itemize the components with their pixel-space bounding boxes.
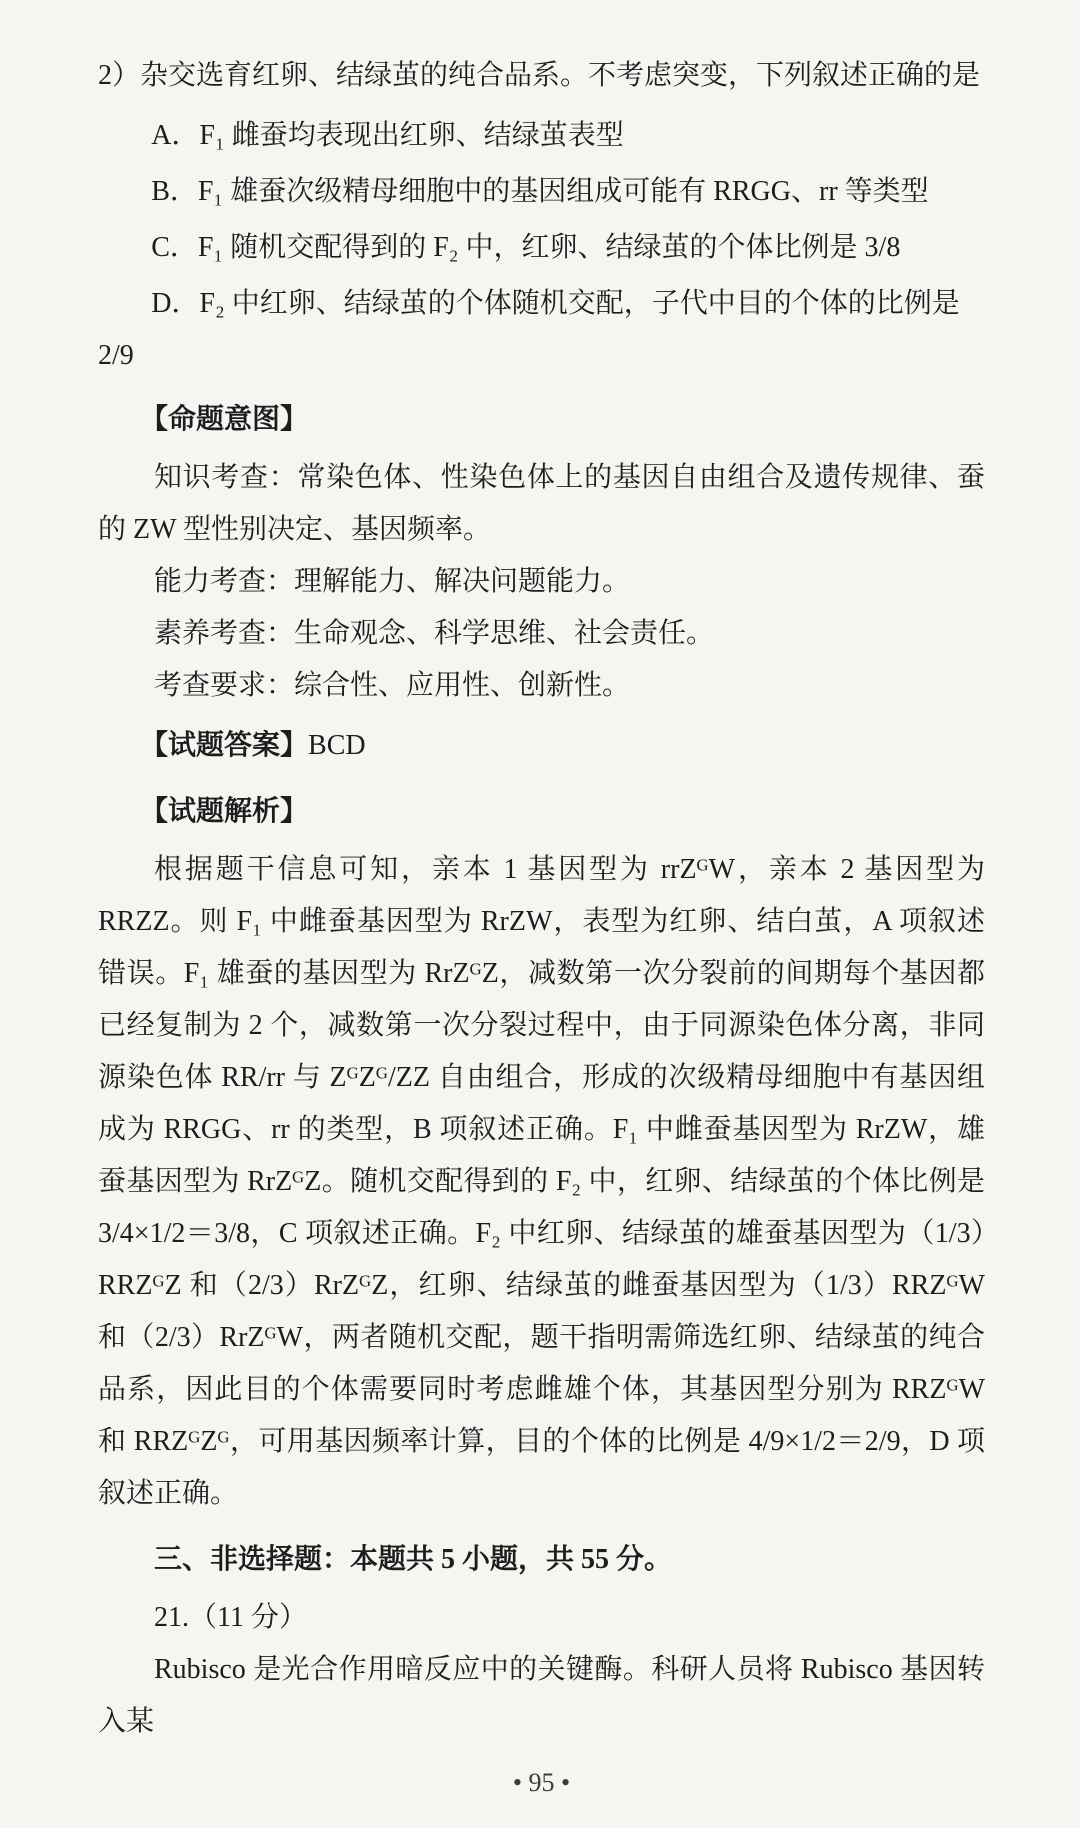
option-b: B．F₁ 雄蚕次级精母细胞中的基因组成可能有 RRGG、rr 等类型 — [151, 176, 929, 207]
question-21-intro: Rubisco 是光合作用暗反应中的关键酶。科研人员将 Rubisco 基因转入某 — [98, 1654, 985, 1737]
answer-heading: 【试题答案】 — [140, 730, 309, 761]
answer-value: BCD — [308, 730, 366, 761]
question-stem: 2）杂交选育红卵、结绿茧的纯合品系。不考虑突变，下列叙述正确的是 — [98, 60, 981, 91]
analysis-paragraph: 根据题干信息可知，亲本 1 基因型为 rrZᴳW，亲本 2 基因型为 RRZZ。则 F₁ 中雌蚕基因型为 RrZW，表型为红卵、结白茧，A 项叙述错误。F₁ 雄蚕的基因型为 RrZᴳZ，减数第一次分裂前的间期每个基因都已经复制为 2 个，减数第一次分裂过程中，由于同源染色体分离，非同源染色体 RR/rr 与 ZᴳZᴳ/ZZ 自由组合，形成的次级精母细胞中有基因组成为 RRGG、rr 的类型，B 项叙述正确。F₁ 中雌蚕基因型为 RrZW，雄蚕基因型为 RrZᴳZ。随机交配得到的 F₂ 中，红卵、结绿茧的个体比例是 3/4×1/2＝3/8，C 项叙述正确。F₂ 中红卵、结绿茧的雄蚕基因型为（1/3）RRZᴳZ 和（2/3）RrZᴳZ，红卵、结绿茧的雌蚕基因型为（1/3）RRZᴳW 和（2/3）RrZᴳW，两者随机交配，题干指明需筛选红卵、结绿茧的纯合品系，因此目的个体需要同时考虑雌雄个体，其基因型分别为 RRZᴳW 和 RRZᴳZᴳ，可用基因频率计算，目的个体的比例是 4/9×1/2＝2/9，D 项叙述正确。 — [98, 854, 985, 1509]
page-number: • 95 • — [512, 1768, 571, 1797]
section-heading-non-choice: 三、非选择题：本题共 5 小题，共 55 分。 — [154, 1544, 673, 1575]
intent-line-literacy: 素养考查：生命观念、科学思维、社会责任。 — [154, 618, 715, 649]
option-c: C．F₁ 随机交配得到的 F₂ 中，红卵、结绿茧的个体比例是 3/8 — [151, 232, 901, 263]
intent-line-requirement: 考查要求：综合性、应用性、创新性。 — [154, 670, 631, 701]
question-21-heading: 21.（11 分） — [154, 1602, 307, 1633]
option-a: A．F₁ 雌蚕均表现出红卵、结绿茧表型 — [151, 120, 624, 151]
intent-heading: 【命题意图】 — [140, 404, 309, 435]
intent-line-knowledge: 知识考查：常染色体、性染色体上的基因自由组合及遗传规律、蚕的 ZW 型性别决定、基因频率。 — [98, 462, 985, 545]
option-d: D．F₂ 中红卵、结绿茧的个体随机交配，子代中目的个体的比例是 2/9 — [98, 288, 960, 371]
intent-line-ability: 能力考查：理解能力、解决问题能力。 — [154, 566, 631, 597]
answer-line — [98, 720, 985, 772]
analysis-heading: 【试题解析】 — [140, 796, 309, 827]
